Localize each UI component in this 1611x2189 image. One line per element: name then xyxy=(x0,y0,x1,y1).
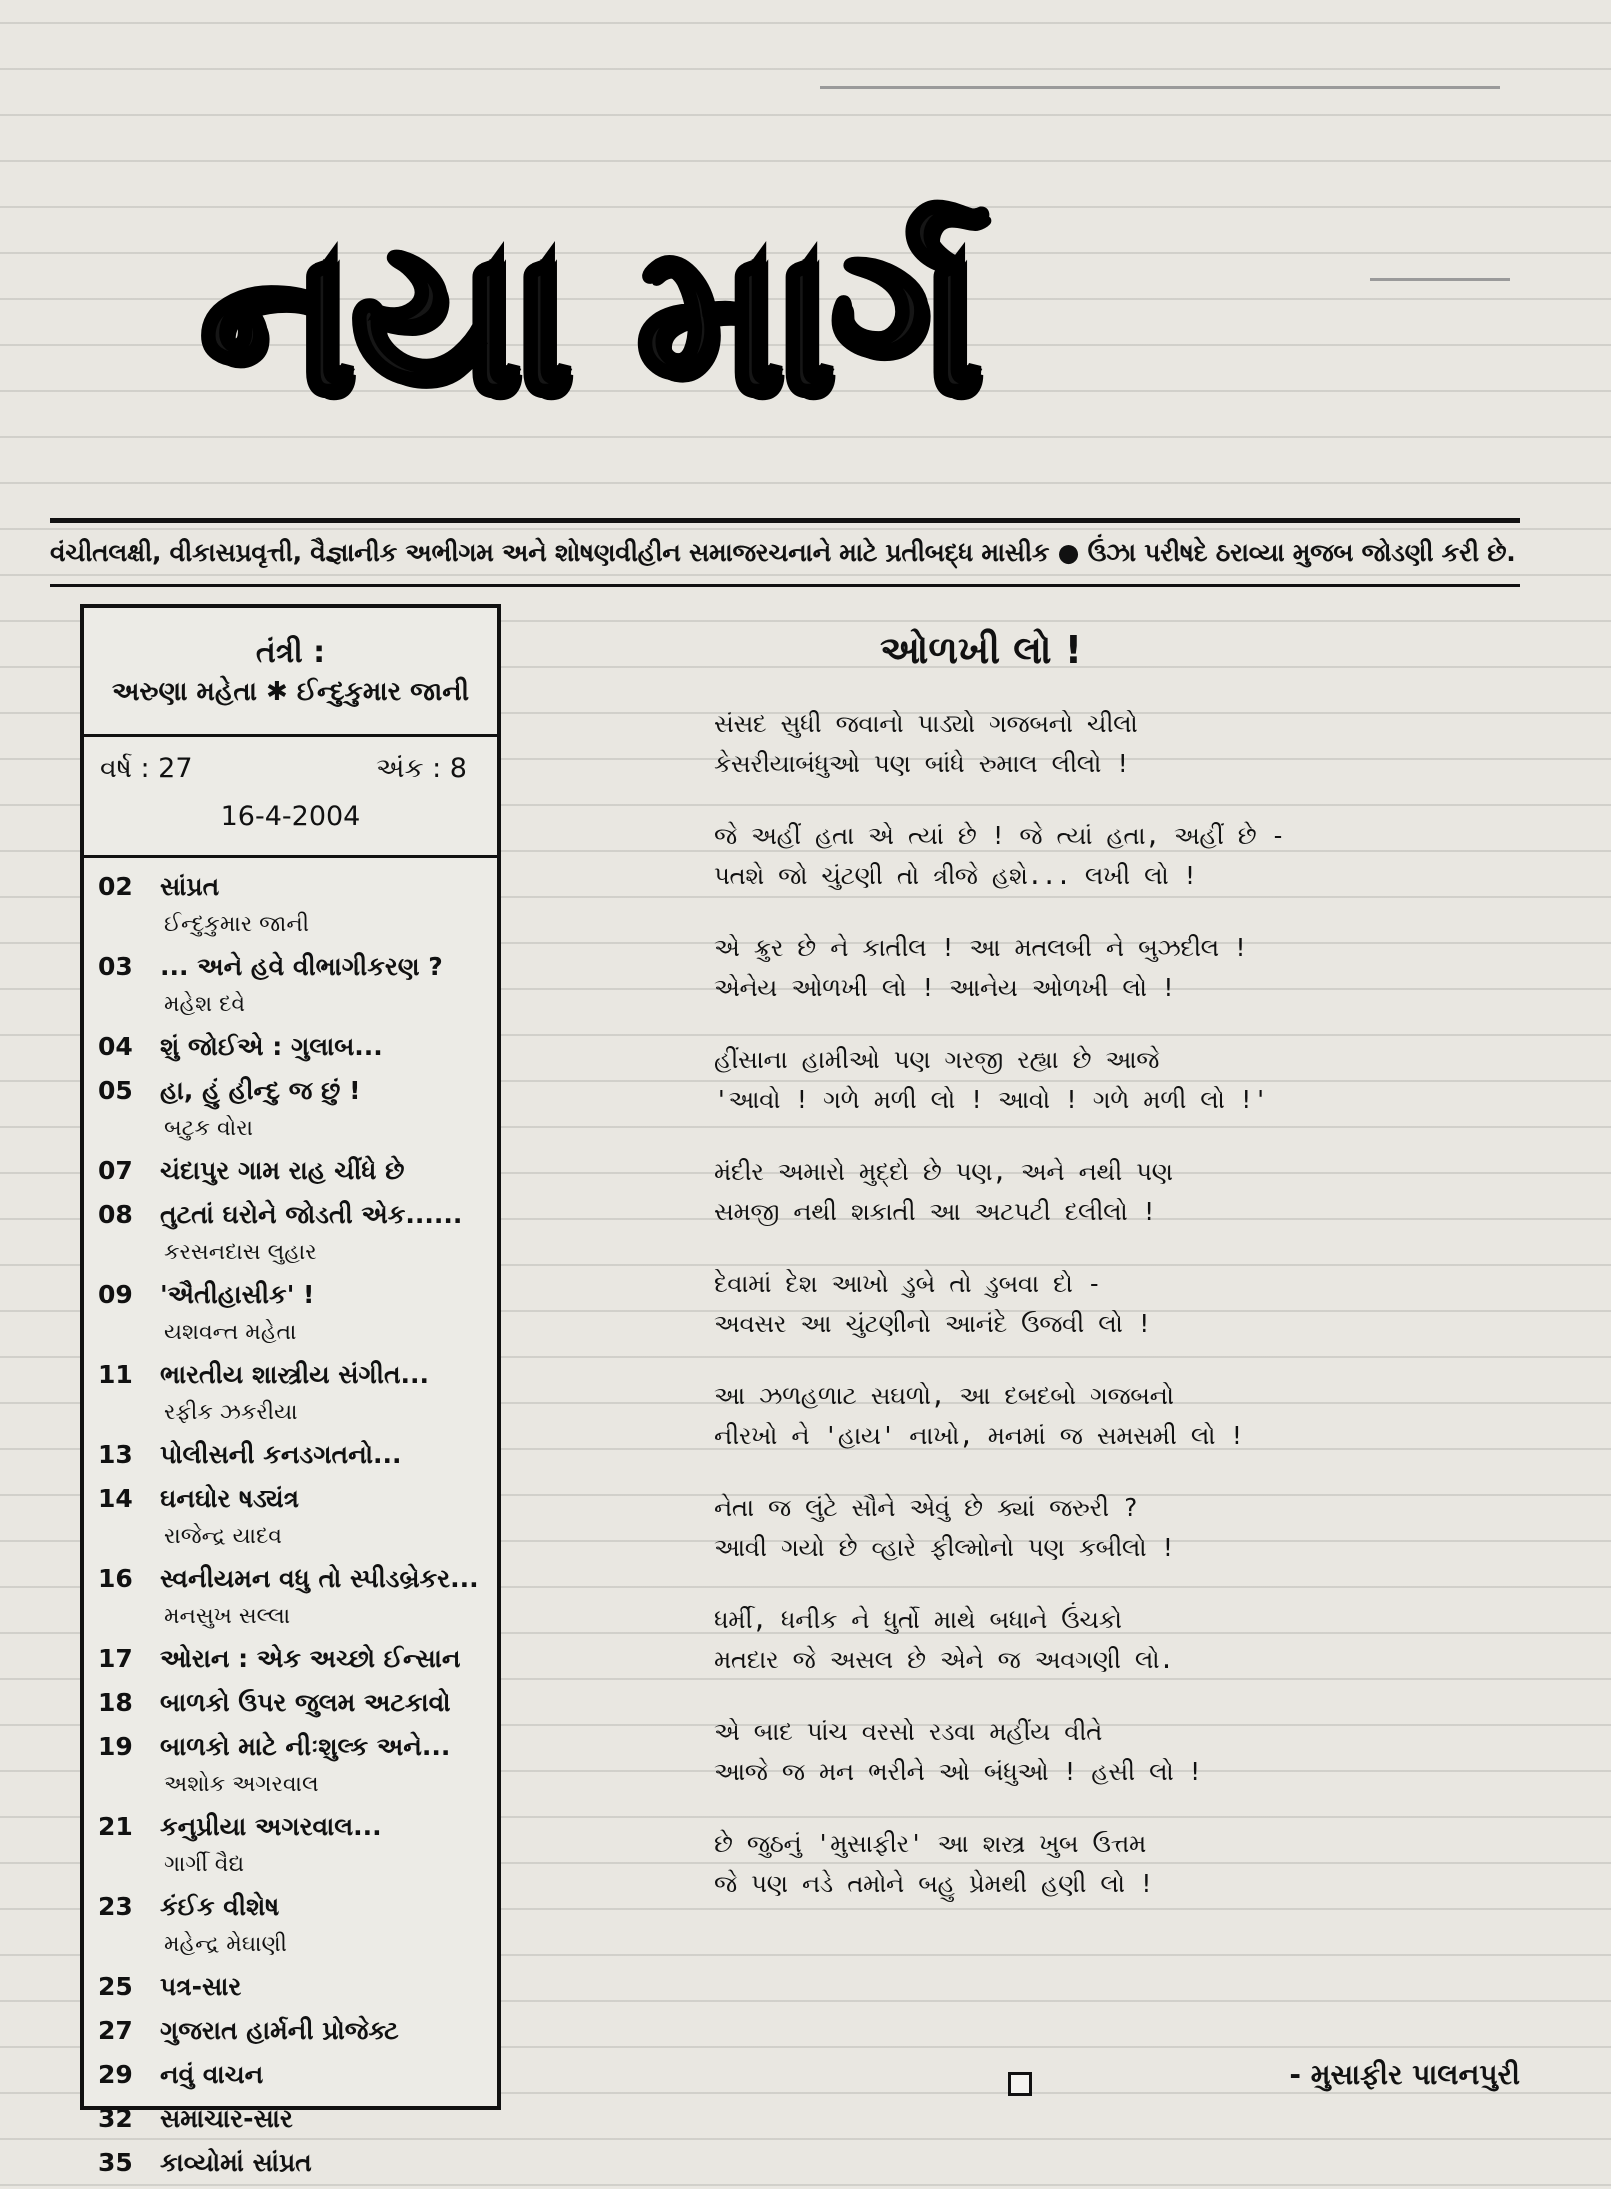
toc-title: ગુજરાત હાર્મની પ્રોજેક્ટ xyxy=(160,2016,399,2045)
poem-line: ધર્મી, ધનીક ને ધુર્તો માથે બધાને ઉંચકો xyxy=(714,1605,1122,1634)
toc-entry xyxy=(84,2098,497,2142)
editor-names: અરુણા મહેતા ✱ ઈન્દુકુમાર જાની xyxy=(111,677,470,707)
tagline-rule-bottom xyxy=(50,584,1520,587)
toc-page-number: 17 xyxy=(98,1644,133,1673)
toc-author-row xyxy=(84,910,497,946)
contents-box xyxy=(80,604,501,2177)
toc-title: સાંપ્રત xyxy=(160,872,220,901)
toc-entry xyxy=(84,1478,497,1522)
poem-line: સંસદ સુધી જવાનો પાડ્યો ગજબનો ચીલો xyxy=(714,709,1138,738)
toc-author: યશવન્ત મહેતા xyxy=(164,1320,297,1345)
toc-title: કનુપ્રીયા અગરવાલ... xyxy=(160,1812,382,1841)
editor-label: તંત્રી : xyxy=(255,635,326,670)
poem-line: આવી ગયો છે વ્હારે ફીલ્મોનો પણ કબીલો ! xyxy=(714,1533,1175,1562)
poem-line: કેસરીયાબંધુઓ પણ બાંધે રુમાલ લીલો ! xyxy=(714,749,1130,778)
poem-line: પતશે જો ચુંટણી તો ત્રીજે હશે... લખી લો ! xyxy=(714,861,1198,890)
tagline: વંચીતલક્ષી, વીકાસપ્રવૃત્તી, વૈજ્ઞાનીક અભીગમ અને શોષણવીહીન સમાજરચનાને માટે પ્રતીબદ્ધ માસીક ● ઉંઝા પરીષદે ઠરાવ્યા મુજબ જોડણી કરી છે. xyxy=(50,538,1516,567)
toc-entry xyxy=(84,1806,497,1850)
poem-stanza xyxy=(714,1488,1354,1568)
toc-title: શું જોઈએ : ગુલાબ... xyxy=(160,1032,383,1061)
poem-stanza xyxy=(714,816,1354,896)
poem-line: આ ઝળહળાટ સઘળો, આ દબદબો ગજબનો xyxy=(714,1381,1174,1410)
toc-entry xyxy=(84,1194,497,1238)
toc-title: કાવ્યોમાં સાંપ્રત xyxy=(160,2148,312,2177)
toc-title: સ્વનીયમન વધુ તો સ્પીડબ્રેકર... xyxy=(160,1564,479,1593)
poem-line: એ બાદ પાંચ વરસો રડવા મહીંય વીતે xyxy=(714,1717,1103,1746)
toc-entry xyxy=(84,2142,497,2186)
toc-entry xyxy=(84,1886,497,1930)
toc-title: નવું વાચન xyxy=(160,2060,264,2089)
issue-number: અંક : 8 xyxy=(376,753,467,784)
toc-entry xyxy=(84,1070,497,1114)
toc-page-number: 32 xyxy=(98,2104,133,2133)
poem-stanza xyxy=(714,928,1354,1008)
toc-title: ભારતીય શાસ્ત્રીય સંગીત... xyxy=(160,1360,430,1389)
toc-title: પોલીસની કનડગતનો... xyxy=(160,1440,402,1469)
toc-author-row xyxy=(84,1398,497,1434)
poem-stanza xyxy=(714,704,1354,784)
toc-title: બાળકો ઉપર જુલમ અટકાવો xyxy=(160,1688,451,1717)
toc-entry xyxy=(84,2010,497,2054)
toc-entry xyxy=(84,2054,497,2098)
poem-line: દેવામાં દેશ આખો ડુબે તો ડુબવા દો - xyxy=(714,1269,1102,1298)
toc-page-number: 13 xyxy=(98,1440,133,1469)
toc-author-row xyxy=(84,1318,497,1354)
toc-title: પત્ર-સાર xyxy=(160,1972,242,2001)
toc-page-number: 02 xyxy=(98,872,133,901)
toc-page-number: 09 xyxy=(98,1280,133,1309)
poem-line: મતદાર જે અસલ છે એને જ અવગણી લો. xyxy=(714,1645,1174,1674)
toc-entry xyxy=(84,1682,497,1726)
toc-page-number: 18 xyxy=(98,1688,133,1717)
toc-page-number: 07 xyxy=(98,1156,133,1185)
toc-author: અશોક અગરવાલ xyxy=(164,1772,319,1797)
toc-title: 'ઐતીહાસીક' ! xyxy=(160,1280,315,1309)
tagline-rule-top xyxy=(50,518,1520,523)
toc-title: ઓરાન : એક અચ્છો ઈન્સાન xyxy=(160,1644,461,1673)
poem-line: નીરખો ને 'હાય' નાખો, મનમાં જ સમસમી લો ! xyxy=(714,1421,1244,1450)
end-mark-icon xyxy=(1008,2072,1032,2096)
poem-line: નેતા જ લુંટે સૌને એવું છે ક્યાં જરુરી ? xyxy=(714,1493,1138,1522)
toc-author: ગાર્ગી વૈદ્ય xyxy=(164,1852,245,1877)
toc-entry xyxy=(84,946,497,990)
poem-body xyxy=(714,704,1354,1904)
toc-title: બાળકો માટે નીઃશુલ્ક અને... xyxy=(160,1732,451,1761)
bleed-rule-1 xyxy=(820,86,1500,89)
toc-page-number: 27 xyxy=(98,2016,133,2045)
toc-title: ... અને હવે વીભાગીકરણ ? xyxy=(160,952,443,981)
toc-title: ચંદાપુર ગામ રાહ ચીંધે છે xyxy=(160,1156,405,1185)
issue-date: 16-4-2004 xyxy=(220,801,361,832)
poem-line: એનેય ઓળખી લો ! આનેય ઓળખી લો ! xyxy=(714,973,1176,1002)
poem-line: અવસર આ ચુંટણીનો આનંદે ઉજવી લો ! xyxy=(714,1309,1152,1338)
toc-entry xyxy=(84,1726,497,1770)
toc-page-number: 29 xyxy=(98,2060,133,2089)
toc-title: હા, હું હીન્દુ જ છું ! xyxy=(160,1076,361,1105)
toc-page-number: 25 xyxy=(98,1972,133,2001)
toc-author: મહેશ દવે xyxy=(164,992,246,1017)
toc-author: મહેન્દ્ર મેઘાણી xyxy=(164,1932,287,1957)
poem-line: છે જુઠનું 'મુસાફીર' આ શસ્ત્ર ખુબ ઉત્તમ xyxy=(714,1829,1146,1858)
masthead-title: નયા માર્ગ xyxy=(200,199,979,441)
toc-page-number: 11 xyxy=(98,1360,133,1389)
toc-page-number: 23 xyxy=(98,1892,133,1921)
toc-author-row xyxy=(84,1522,497,1558)
toc-entry xyxy=(84,1434,497,1478)
toc-page-number: 04 xyxy=(98,1032,133,1061)
toc-page-number: 05 xyxy=(98,1076,133,1105)
poem-stanza xyxy=(714,1824,1354,1904)
bleed-rule-2 xyxy=(1370,278,1510,281)
poem-line: આજે જ મન ભરીને ઓ બંધુઓ ! હસી લો ! xyxy=(714,1757,1203,1786)
toc-entry xyxy=(84,866,497,910)
toc-author-row xyxy=(84,1930,497,1966)
poem-stanza xyxy=(714,1152,1354,1232)
poem-line: એ ક્રુર છે ને કાતીલ ! આ મતલબી ને બુઝદીલ ! xyxy=(714,933,1248,962)
toc-page-number: 35 xyxy=(98,2148,133,2177)
editor-box xyxy=(84,608,497,737)
toc-title: તુટતાં ઘરોને જોડતી એક...... xyxy=(160,1200,463,1229)
poet-signature: - મુસાફીર પાલનપુરી xyxy=(1289,2058,1520,2091)
toc-entry xyxy=(84,1638,497,1682)
toc-author-row xyxy=(84,1770,497,1806)
toc-author-row xyxy=(84,990,497,1026)
poem-line: જે અહીં હતા એ ત્યાં છે ! જે ત્યાં હતા, અહીં છે - xyxy=(714,821,1286,850)
toc-entry xyxy=(84,1966,497,2010)
toc-entry xyxy=(84,1274,497,1318)
toc-page-number: 08 xyxy=(98,1200,133,1229)
toc-entry xyxy=(84,1354,497,1398)
poem-line: જે પણ નડે તમોને બહુ પ્રેમથી હણી લો ! xyxy=(714,1869,1154,1898)
toc-page-number: 21 xyxy=(98,1812,133,1841)
toc-author: રાજેન્દ્ર યાદવ xyxy=(164,1524,283,1549)
poem-line: મંદીર અમારો મુદ્દો છે પણ, અને નથી પણ xyxy=(714,1157,1173,1186)
toc-title: ઘનઘોર ષડ્યંત્ર xyxy=(160,1484,299,1513)
toc-title: કંઈક વીશેષ xyxy=(160,1892,280,1921)
toc-author-row xyxy=(84,1114,497,1150)
toc-page-number: 16 xyxy=(98,1564,133,1593)
table-of-contents xyxy=(84,858,497,2186)
toc-entry xyxy=(84,1150,497,1194)
toc-page-number: 03 xyxy=(98,952,133,981)
toc-author: બટુક વોરા xyxy=(164,1116,253,1141)
toc-author: કરસનદાસ લુહાર xyxy=(164,1240,317,1265)
issue-year: વર્ષ : 27 xyxy=(100,753,193,784)
toc-author-row xyxy=(84,1602,497,1638)
poem-stanza xyxy=(714,1376,1354,1456)
toc-author: મનસુખ સલ્લા xyxy=(164,1604,291,1629)
toc-entry xyxy=(84,1558,497,1602)
poem-stanza xyxy=(714,1712,1354,1792)
toc-author: રફીક ઝકરીયા xyxy=(164,1400,298,1425)
poem-title: ઓળખી લો ! xyxy=(880,628,1083,672)
toc-title: સમાચાર-સાર xyxy=(160,2104,293,2133)
toc-author-row xyxy=(84,1850,497,1886)
toc-entry xyxy=(84,1026,497,1070)
toc-author: ઈન્દુકુમાર જાની xyxy=(164,912,309,937)
toc-page-number: 14 xyxy=(98,1484,133,1513)
toc-author-row xyxy=(84,1238,497,1274)
issue-box xyxy=(84,737,497,858)
toc-page-number: 19 xyxy=(98,1732,133,1761)
poem-stanza xyxy=(714,1264,1354,1344)
poem-stanza xyxy=(714,1040,1354,1120)
poem-line: હીંસાના હામીઓ પણ ગરજી રહ્યા છે આજે xyxy=(714,1045,1159,1074)
poem-line: 'આવો ! ગળે મળી લો ! આવો ! ગળે મળી લો !' xyxy=(714,1085,1268,1114)
poem-stanza xyxy=(714,1600,1354,1680)
poem-line: સમજી નથી શકાતી આ અટપટી દલીલો ! xyxy=(714,1197,1157,1226)
